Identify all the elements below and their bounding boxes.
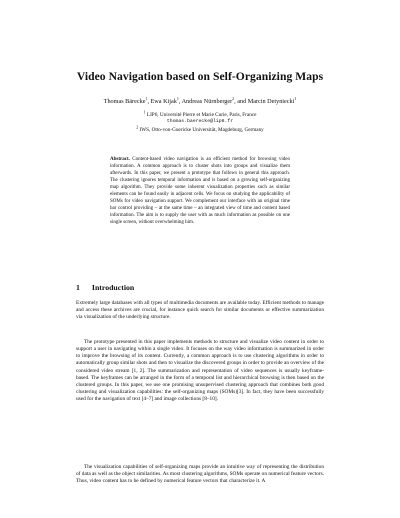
affiliation-mark: 1 (143, 109, 146, 115)
affiliation-text: IWS, Otto-von-Guericke Universität, Magdeburg, Germany (139, 127, 264, 133)
paragraph-1: Extremely large databases with all types of multimedia documents are available today. Efficient methods to manage and access these archives are crucial, for instance quick search for similar documents or effective summarization via visualization of the underlying structure. (76, 300, 324, 321)
section-heading (76, 283, 134, 292)
paragraph-3: The visualization capabilities of self-organizing maps provide an intuitive way of representing the distribution of data as well as the object similarities. As most clustering algorithms, SOMs operate on numerical feature vectors. Thus, video content has to be defined by numerical feature vectors that characterize it. A (76, 464, 324, 485)
section-title: Introduction (91, 283, 135, 292)
author-affiliation-mark: 1 (145, 95, 148, 101)
author-email: thomas.baerecke@lip6.fr (166, 119, 234, 124)
section-number: 1 (76, 283, 80, 292)
paper-title: Video Navigation based on Self-Organizing Maps (76, 70, 324, 83)
author-name: Andreas Nürnberger (181, 98, 233, 105)
author-name: Thomas Bärecke (103, 98, 146, 105)
affiliation-2 (0, 124, 400, 133)
author-affiliation-mark: 1 (176, 95, 179, 101)
affiliation-1 (0, 109, 400, 118)
abstract (110, 156, 290, 226)
abstract-label: Abstract. (110, 157, 130, 162)
author-name: Ewa Kijak (150, 98, 177, 105)
author-affiliation-mark: 2 (232, 95, 235, 101)
author-name: and Marcin Detyniecki (237, 98, 295, 105)
affiliation-mark: 2 (136, 124, 139, 130)
abstract-text: Content-based video navigation is an efficient method for browsing video information. A common approach is to cluster shots into groups and visualize them afterwards. In this paper, we present a prototype that follows in general this approach. The clustering ignores temporal information and is based on a growing self-organizing map algorithm. They provide some inherent visualization properties such as similar elements can be found easily in adjacent cells. We focus on studying the applicability of SOMs for video navigation support. We complement our interface with an original time bar control providing – at the same time – an integrated view of time and content based information. The aim is to supply the user with as much information as possible on one single screen, without overwhelming him. (110, 157, 290, 226)
affiliation-text: LIP6, Université Pierre et Marie Curie, Paris, France (146, 112, 257, 118)
author-affiliation-mark: 1 (294, 95, 297, 101)
author-line: Thomas Bärecke$^1$, Ewa Kijak$^1$, Andreas Nürnberger$^2$, and Marcin Detyniecki$^1$ (103, 95, 297, 105)
paragraph-2: The prototype presented in this paper implements methods to structure and visualize video content in order to support a user in navigating within a single video. It focuses on the way video information is summarized in order to improve the browsing of its content. Currently, a common approach is to use clustering algorithms in order to automatically group similar shots and then to visualize the discovered groups in order to provide an overview of the considered video stream [1, 2]. The summarization and representation of video sequences is usually keyframe-based. The keyframes can be arranged in the form of a temporal list and hierarchical browsing is then based on the clustered groups. In this paper, we use one promising unsupervised clustering approach that combines both good clustering and visualization capabilities: the self-organizing maps (SOMs)[3]. In fact, they have been successfully used for the navigation of text [4–7] and image collections [8–10]. (76, 339, 324, 403)
